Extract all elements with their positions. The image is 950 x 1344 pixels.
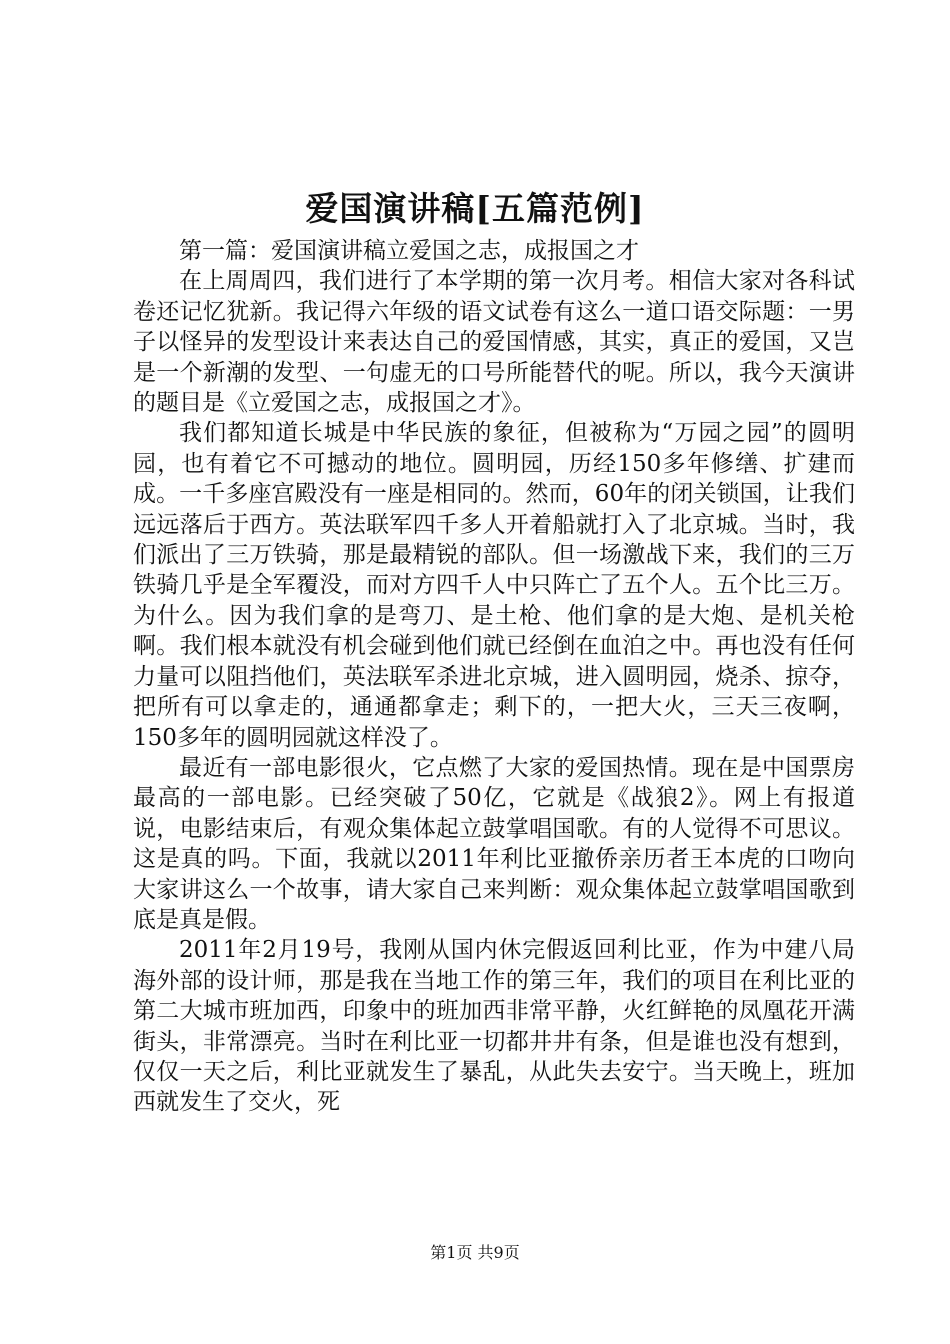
section-heading: 第一篇：爱国演讲稿立爱国之志，成报国之才: [179, 238, 639, 264]
paragraph: 在上周周四，我们进行了本学期的第一次月考。相信大家对各科试卷还记忆犹新。我记得六年级的语文试卷有这么一道口语交际题：一男子以怪异的发型设计来表达自己的爱国情感，其实，真正的爱国，又岂是一个新潮的发型、一句虚无的口号所能替代的呢。所以，我今天演讲的题目是《立爱国之志，成报国之才》。: [133, 268, 855, 417]
document-title: 爱国演讲稿[五篇范例]: [305, 189, 645, 228]
paragraph: 我们都知道长城是中华民族的象征，但被称为“万园之园”的圆明园，也有着它不可撼动的地位。圆明园，历经150多年修缮、扩建而成。一千多座宫殿没有一座是相同的。然而，60年的闭关锁国，让我们远远落后于西方。英法联军四千多人开着船就打入了北京城。当时，我们派出了三万铁骑，那是最精锐的部队。但一场激战下来，我们的三万铁骑几乎是全军覆没，而对方四千人中只阵亡了五个人。五个比三万。为什么。因为我们拿的是弯刀、是土枪、他们拿的是大炮、是机关枪啊。我们根本就没有机会碰到他们就已经倒在血泊之中。再也没有任何力量可以阻挡他们，英法联军杀进北京城，进入圆明园，烧杀、掠夺，把所有可以拿走的，通通都拿走；剩下的，一把大火，三天三夜啊，150多年的圆明园就这样没了。: [133, 420, 855, 751]
paragraph: 2011年2月19号，我刚从国内休完假返回利比亚，作为中建八局海外部的设计师，那是我在当地工作的第三年，我们的项目在利比亚的第二大城市班加西，印象中的班加西非常平静，火红鲜艳的凤凰花开满街头，非常漂亮。当时在利比亚一切都井井有条，但是谁也没有想到，仅仅一天之后，利比亚就发生了暴乱，从此失去安宁。当天晚上，班加西就发生了交火，死: [133, 937, 855, 1116]
page-footer: 第1页 共9页: [430, 1243, 520, 1262]
paragraph: 最近有一部电影很火，它点燃了大家的爱国热情。现在是中国票房最高的一部电影。已经突破了50亿，它就是《战狼2》。网上有报道说，电影结束后，有观众集体起立鼓掌唱国歌。有的人觉得不可思议。这是真的吗。下面，我就以2011年利比亚撤侨亲历者王本虎的口吻向大家讲这么一个故事，请大家自己来判断：观众集体起立鼓掌唱国歌到底是真是假。: [133, 754, 855, 933]
document-body: [133, 236, 855, 1118]
